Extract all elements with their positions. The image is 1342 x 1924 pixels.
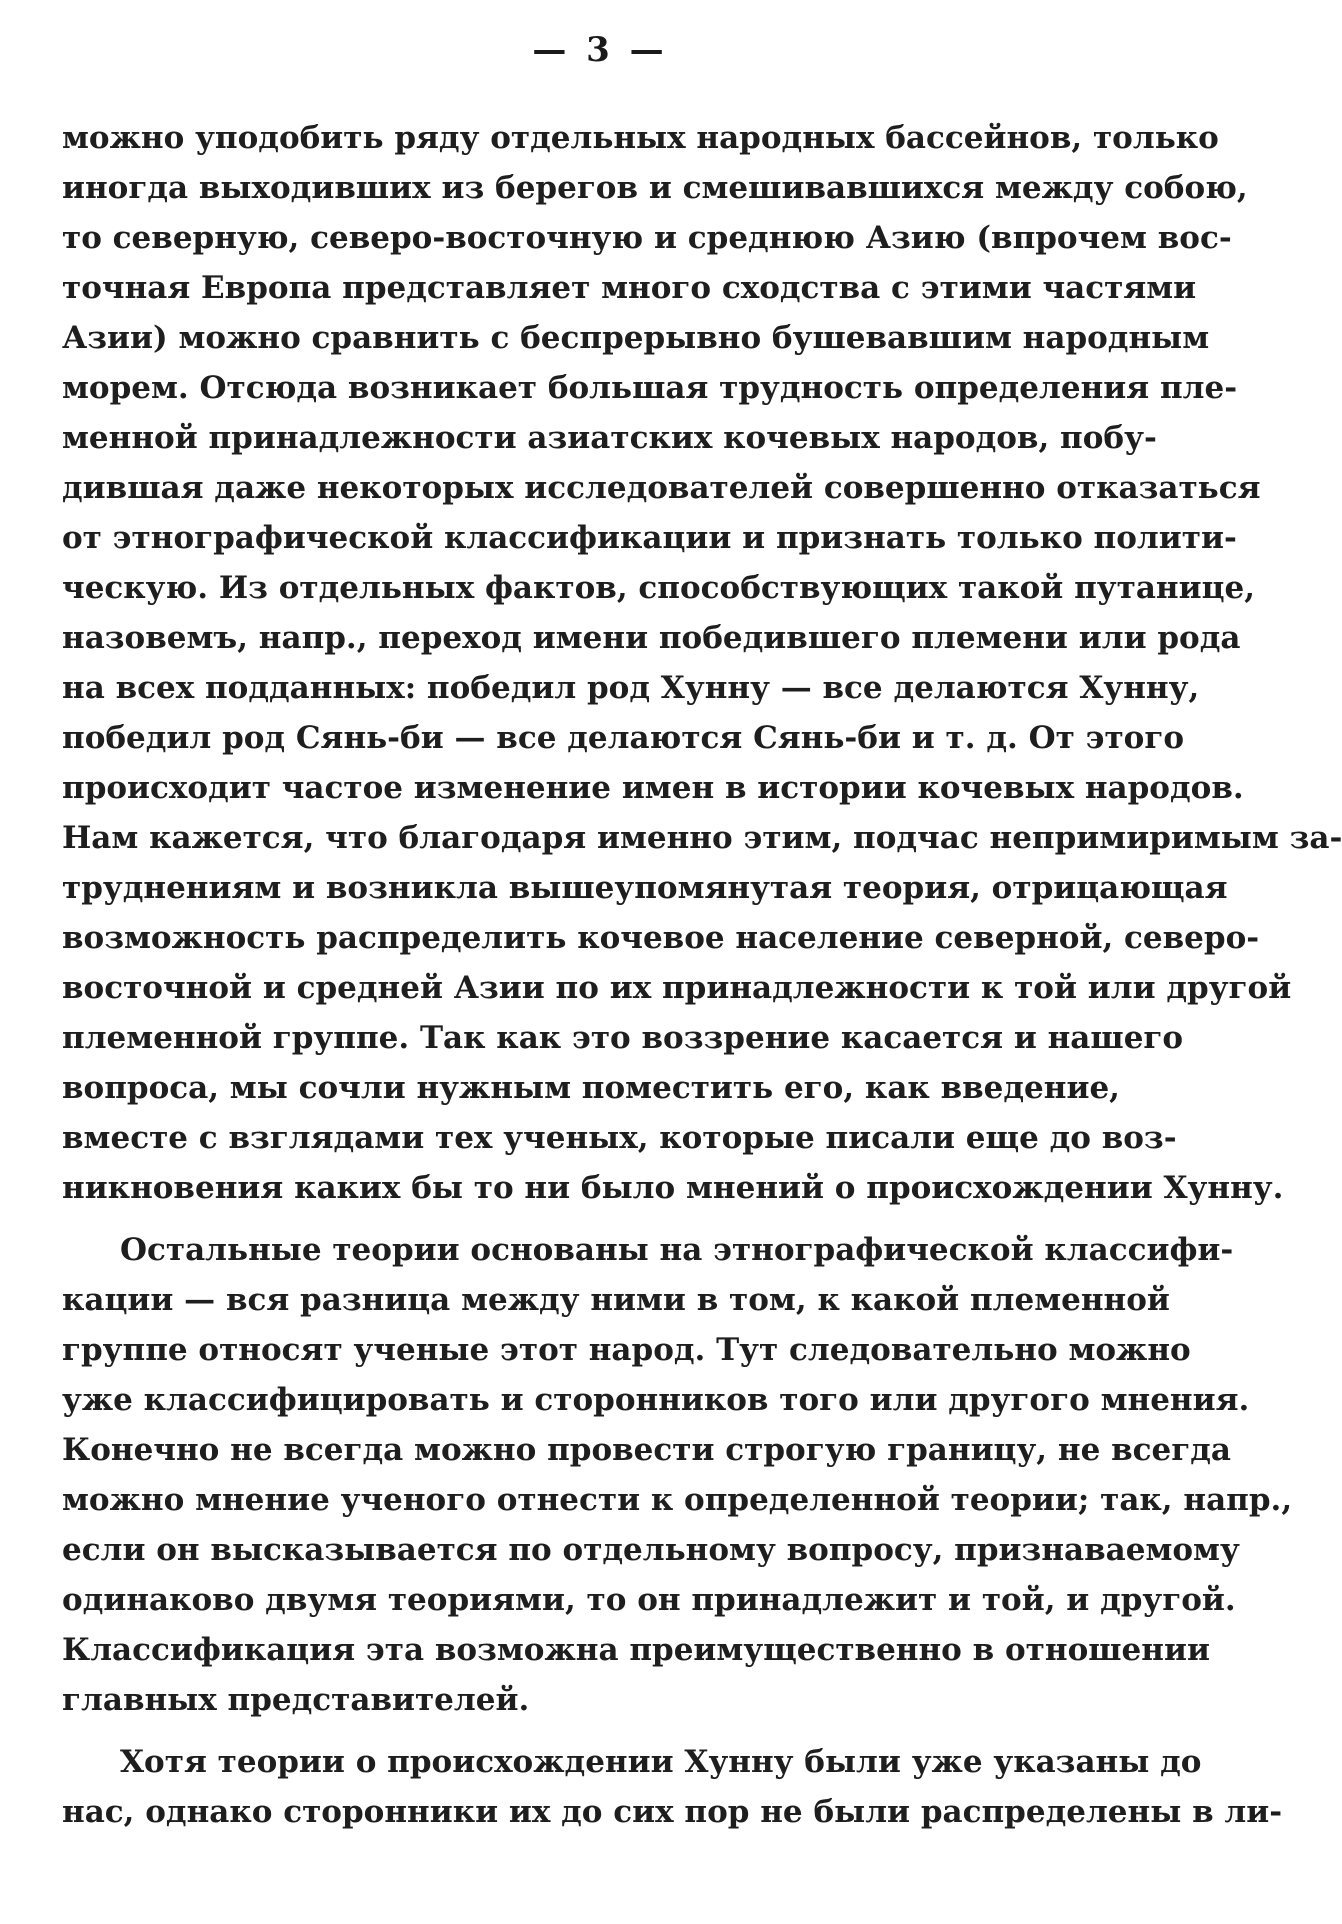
text-line: восточной и средней Азии по их принадлежности к той или другой	[62, 970, 1292, 1006]
text-line: Нам кажется, что благодаря именно этим, подчас непримиримым за-	[62, 820, 1342, 856]
text-line: ческую. Из отдельных фактов, способствующих такой путанице,	[62, 570, 1256, 606]
paragraph-gap	[62, 1725, 1112, 1737]
text-line: племенной группе. Так как это воззрение касается и нашего	[62, 1020, 1184, 1056]
text-line: Остальные теории основаны на этнографической классифи-	[120, 1232, 1234, 1268]
text-line: то северную, северо-восточную и среднюю Азию (впрочем вос-	[62, 220, 1232, 256]
paragraph	[62, 1225, 1293, 1725]
body-text	[62, 113, 1342, 1837]
text-line: Конечно не всегда можно провести строгую границу, не всегда	[62, 1432, 1231, 1468]
text-line: Азии) можно сравнить с беспрерывно бушевавшим народным	[62, 320, 1210, 356]
text-line: победил род Сянь-би — все делаются Сянь-би и т. д. От этого	[62, 720, 1185, 756]
page-number: — 3 —	[532, 30, 668, 70]
text-line: можно мнение ученого отнести к определенной теории; так, напр.,	[62, 1482, 1293, 1518]
text-line: менной принадлежности азиатских кочевых народов, побу-	[62, 420, 1157, 456]
paragraph	[62, 113, 1342, 1213]
text-line: иногда выходивших из берегов и смешивавшихся между собою,	[62, 170, 1248, 206]
text-line: морем. Отсюда возникает большая трудность определения пле-	[62, 370, 1238, 406]
text-line: можно уподобить ряду отдельных народных бассейнов, только	[62, 120, 1219, 156]
text-line: нас, однако сторонники их до сих пор не были распределены в ли-	[62, 1794, 1283, 1830]
text-line: если он высказывается по отдельному вопросу, признаваемому	[62, 1532, 1240, 1568]
text-line: кации — вся разница между ними в том, к какой племенной	[62, 1282, 1170, 1318]
text-line: труднениям и возникла вышеупомянутая теория, отрицающая	[62, 870, 1228, 906]
text-line: группе относят ученые этот народ. Тут следовательно можно	[62, 1332, 1191, 1368]
text-line: главных представителей.	[62, 1682, 530, 1718]
text-line: уже классифицировать и сторонников того или другого мнения.	[62, 1382, 1250, 1418]
text-line: Хотя теории о происхождении Хунну были уже указаны до	[120, 1744, 1202, 1780]
paragraph	[62, 1737, 1283, 1837]
text-line: назовемъ, напр., переход имени победившего племени или рода	[62, 620, 1241, 656]
text-line: Классификация эта возможна преимущественно в отношении	[62, 1632, 1210, 1668]
text-line: возможность распределить кочевое население северной, северо-	[62, 920, 1260, 956]
text-line: никновения каких бы то ни было мнений о происхождении Хунну.	[62, 1170, 1284, 1206]
paragraph-gap	[62, 1213, 1112, 1225]
text-line: на всех подданных: победил род Хунну — все делаются Хунну,	[62, 670, 1200, 706]
text-line: происходит частое изменение имен в истории кочевых народов.	[62, 770, 1244, 806]
text-line: вместе с взглядами тех ученых, которые писали еще до воз-	[62, 1120, 1177, 1156]
text-line: от этнографической классификации и признать только полити-	[62, 520, 1237, 556]
text-line: вопроса, мы сочли нужным поместить его, как введение,	[62, 1070, 1120, 1106]
text-line: дившая даже некоторых исследователей совершенно отказаться	[62, 470, 1261, 506]
text-line: одинаково двумя теориями, то он принадлежит и той, и другой.	[62, 1582, 1236, 1618]
text-line: точная Европа представляет много сходства с этими частями	[62, 270, 1197, 306]
